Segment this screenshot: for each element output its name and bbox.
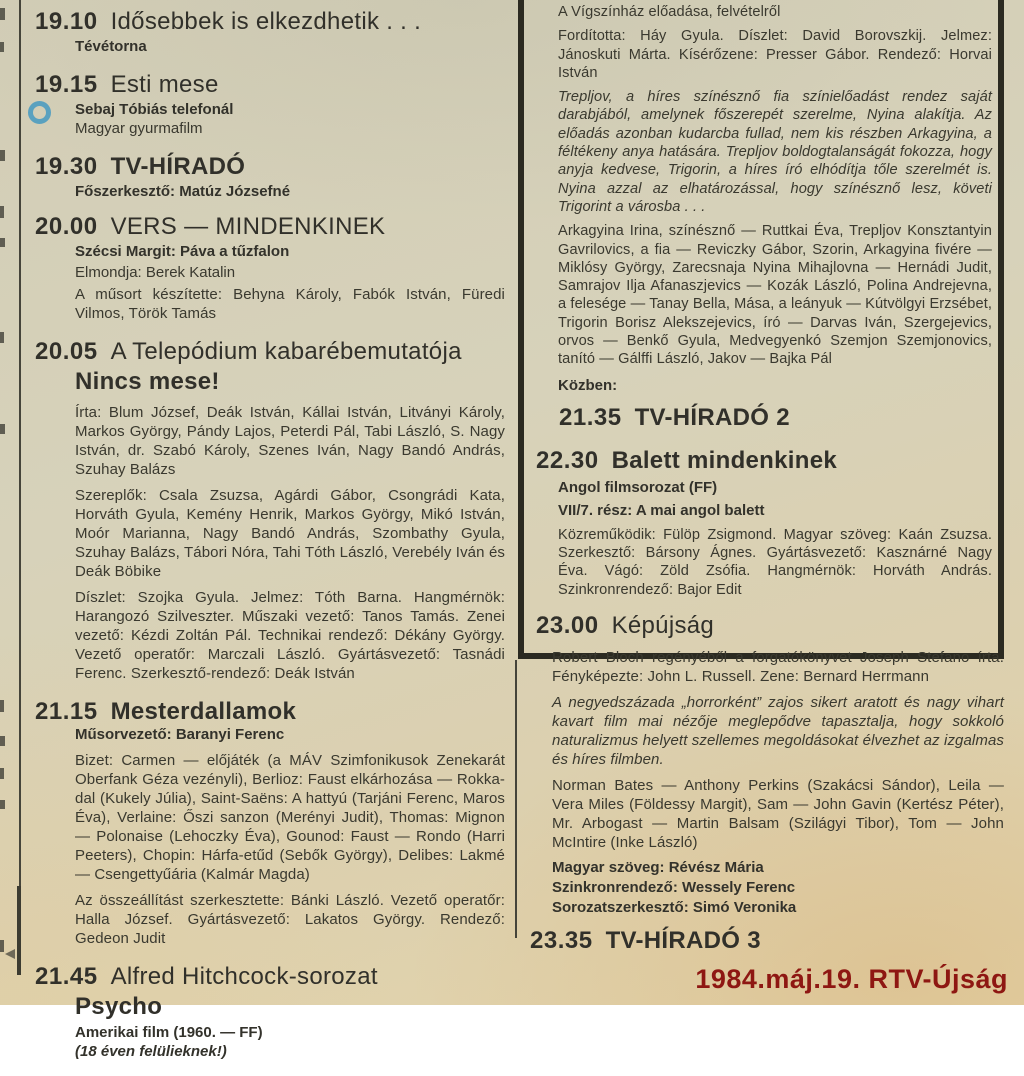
program-credits: Díszlet: Szojka Gyula. Jelmez: Tóth Barna. Hangmérnök: Harangozó Szilveszter. Műszaki vezető: Tanos Tamás. Zenei vezető: Kézdi Zoltán Pál. Technikai rendező: Dékány György. Vezető operatőr: Marczali László. Gyártásvezető: Tasnádi Ferenc. Szerkesztő-rendező: Deák István <box>75 589 505 682</box>
left-column-rule-stub <box>17 886 21 975</box>
program-performer: Elmondja: Berek Katalin <box>75 264 236 281</box>
venue-line: A Vígszínház előadása, felvételről <box>558 4 781 20</box>
page-edge-fragment <box>0 940 4 952</box>
program-title: Képújság <box>611 611 715 639</box>
program-time: 23.35 <box>530 927 593 954</box>
program-credits: Közreműködik: Fülöp Zsigmond. Magyar szöveg: Kaán Zsuzsa. Szerkesztő: Bársony Ágnes. Gyártásvezető: Kasznárné Nagy Éva. Vágó: Zöld Zsófia. Hangmérnök: Horváth András. Szinkronrendező: Bajor Edit <box>558 526 992 598</box>
program-time: 21.15 <box>35 698 98 725</box>
program-time: 19.30 <box>35 153 98 180</box>
program-title: A Telepódium kabarébemutatója <box>110 338 462 365</box>
program-subtitle: Sebaj Tóbiás telefonál <box>75 101 234 118</box>
page-edge-fragment <box>0 700 4 712</box>
program-title: Balett mindenkinek <box>611 446 838 474</box>
program-type: Magyar gyurmafilm <box>75 120 203 137</box>
program-genre: Tévétorna <box>75 38 147 55</box>
program-time: 21.35 <box>559 403 622 431</box>
program-poem: Szécsi Margit: Páva a tűzfalon <box>75 243 290 260</box>
program-host: Műsorvezető: Baranyi Ferenc <box>75 726 285 743</box>
cast-list: Arkagyina Irina, színésznő — Ruttkai Éva, Trepljov Konsztantyin Gavrilovics, a fia — Reviczky Gábor, Szorin, Arkagyina fivére — Miklósy György, Zarecsnaja Nyina Mihajlovna — Hernádi Judit, Samrajov Ilja Afanaszjevics — Kozák László, Polina Andrejevna, a felesége — Tanay Bella, Mása, a leányuk — Kútvölgyi Erzsébet, Trigorin Borisz Alekszejevics, író — Darvas Iván, Szergejevics, orvos — Benkő Gyula, Medvegyenkó Szemjon Szemjonovics, tanító — Gálffi László, Jakov — Bajka Pál <box>558 223 992 368</box>
program-listing-2145 <box>35 963 505 1061</box>
program-cast: Szereplők: Csala Zsuzsa, Agárdi Gábor, Csongrádi Kata, Horváth Gyula, Kemény Henrik, Markos György, Mikó István, Moór Marianna, Nagy Bandó András, Szombathy Gyula, Szuhay Balázs, Tábori Nóra, Tahi Tóth László, Verebély Iván és Deák Böbike <box>75 487 505 580</box>
program-heading-2135 <box>559 404 992 431</box>
program-writers: Írta: Blum József, Deák István, Kállai István, Litványi Károly, Markos György, Pándy Lajos, Peterdi Pál, Tabi László, S. Nagy István, dr. Szabó Károly, Szenes Iván, Nagy Bandó András, Szuhay Balázs <box>75 404 505 478</box>
edge-arrow-mark <box>5 949 15 959</box>
program-title: Idősebbek is elkezdhetik . . . <box>110 8 422 35</box>
boxed-listing <box>518 0 1004 659</box>
program-title: TV-HÍRADÓ 2 <box>634 403 790 431</box>
program-credits: A műsort készítette: Behyna Károly, Fabók István, Füredi Vilmos, Török Tamás <box>75 286 505 322</box>
program-listing-1915 <box>35 71 505 138</box>
psycho-details <box>518 648 1004 954</box>
program-title: Mesterdallamok <box>110 698 297 725</box>
program-listing-2005 <box>35 338 505 683</box>
synopsis: Trepljov, a híres színésznő fia színielőadást rendez saját darabjából, amelynek főszerepét szerelme, Nyina alakítja. Az előadás azonban kudarcba fullad, nem kis részben Arkagyina, a féltékeny anya hatására. Trepljov boldogtalanságát fokozza, hogy anyja kedvese, Trigorin, a híres író elhódítja tőle szerelmét is. Nyina azzal az elhatározással, hogy színésznő lesz, követi Trigorint a városba . . . <box>558 89 992 215</box>
program-time: 19.15 <box>35 71 98 98</box>
program-title: Alfred Hitchcock-sorozat <box>110 963 378 990</box>
program-type: Angol filmsorozat (FF) <box>558 478 718 496</box>
program-episode: VII/7. rész: A mai angol balett <box>558 501 765 519</box>
program-subtitle: Nincs mese! <box>75 368 220 395</box>
program-time: 21.45 <box>35 963 98 990</box>
program-time: 20.05 <box>35 338 98 365</box>
page-edge-fragment <box>0 424 5 434</box>
column-divider <box>515 660 517 938</box>
program-listing-1910 <box>35 8 505 56</box>
production-credits: Fordította: Háy Gyula. Díszlet: David Borovszkij. Jelmez: Jánoskuti Márta. Kísérőzene: Presser Gábor. Rendező: Horvai István <box>558 28 992 81</box>
program-title: Esti mese <box>110 71 219 98</box>
left-column-rule <box>19 0 21 975</box>
program-listing-2115 <box>35 698 505 948</box>
program-credits: Az összeállítást szerkesztette: Bánki László. Vezető operatőr: Halla József. Gyártásvezető: Lakatos György. Rendező: Gedeon Judit <box>75 892 505 947</box>
program-time: 23.00 <box>536 611 599 639</box>
page-edge-fragment <box>0 800 5 809</box>
page-edge-fragment <box>0 768 4 779</box>
page-edge-fragment <box>0 8 5 20</box>
program-heading-2230 <box>536 447 992 474</box>
program-heading-2335 <box>530 927 1004 954</box>
program-title: VERS — MINDENKINEK <box>110 213 386 240</box>
program-time: 22.30 <box>536 446 599 474</box>
program-heading-2300 <box>536 612 992 639</box>
film-review: A negyedszázada „horrorként” zajos sikert aratott és nagy vihart kavart film mai nézője meglepődve tapasztalja, hogy sokkoló naturalizmus helyett szellemes megoldásokat élvezhet az izgalmas és híres filmben. <box>552 694 1004 768</box>
page-edge-fragment <box>0 332 4 343</box>
film-cast: Norman Bates — Anthony Perkins (Szakácsi Sándor), Leila — Vera Miles (Földessy Margit), Sam — John Gavin (Kertész Péter), Mr. Arbogast — Martin Balsam (Szilágyi Tibor), Tom — John McIntire (Inke László) <box>552 777 1004 851</box>
page-edge-fragment <box>0 150 5 161</box>
series-editor-credit: Sorozatszerkesztő: Simó Veronika <box>552 899 797 916</box>
program-type: Amerikai film (1960. — FF) <box>75 1024 263 1041</box>
program-title: TV-HÍRADÓ 3 <box>605 927 761 954</box>
page-edge-fragment <box>0 206 4 218</box>
program-listing-2000 <box>35 213 505 323</box>
film-credits: Robert Bloch regényéből a forgatókönyvet Joseph Stefano írta. Fényképezte: John L. Russell. Zene: Bernard Herrmann <box>552 649 1004 685</box>
program-rating: (18 éven felülieknek!) <box>75 1043 227 1060</box>
page-edge-fragment <box>0 42 4 52</box>
hungarian-text-credit: Magyar szöveg: Révész Mária <box>552 859 764 876</box>
program-title: TV-HÍRADÓ <box>110 153 246 180</box>
program-subtitle: Psycho <box>75 993 163 1020</box>
color-program-icon <box>28 101 51 124</box>
left-column <box>35 8 505 1076</box>
page-edge-fragment <box>0 736 5 746</box>
page-edge-fragment <box>0 238 5 247</box>
meanwhile-label: Közben: <box>558 376 618 394</box>
program-programme: Bizet: Carmen — előjáték (a MÁV Szimfonikusok Zenekarát Oberfank Géza vezényli), Berlioz: Faust elkárhozása — Rokka-dal (Kukely Júlia), Saint-Saëns: A hattyú (Tarjáni Ferenc, Maros Éva), Verlaine: Őszi sanzon (Merényi Judit), Thomas: Mignon — Polonaise (Lehoczky Éva), Gounod: Faust — Rondo (Harri Peeters), Chopin: Hárfa-etűd (Sebők György), Delibes: Lakmé — Csengettyűária (Kalmár Magda) <box>75 752 505 883</box>
program-time: 20.00 <box>35 213 98 240</box>
program-listing-1930 <box>35 153 505 201</box>
program-editor: Főszerkesztő: Matúz Józsefné <box>75 183 291 200</box>
dub-director-credit: Szinkronrendező: Wessely Ferenc <box>552 879 796 896</box>
program-time: 19.10 <box>35 8 98 35</box>
date-stamp: 1984.máj.19. RTV-Újság <box>695 964 1008 994</box>
